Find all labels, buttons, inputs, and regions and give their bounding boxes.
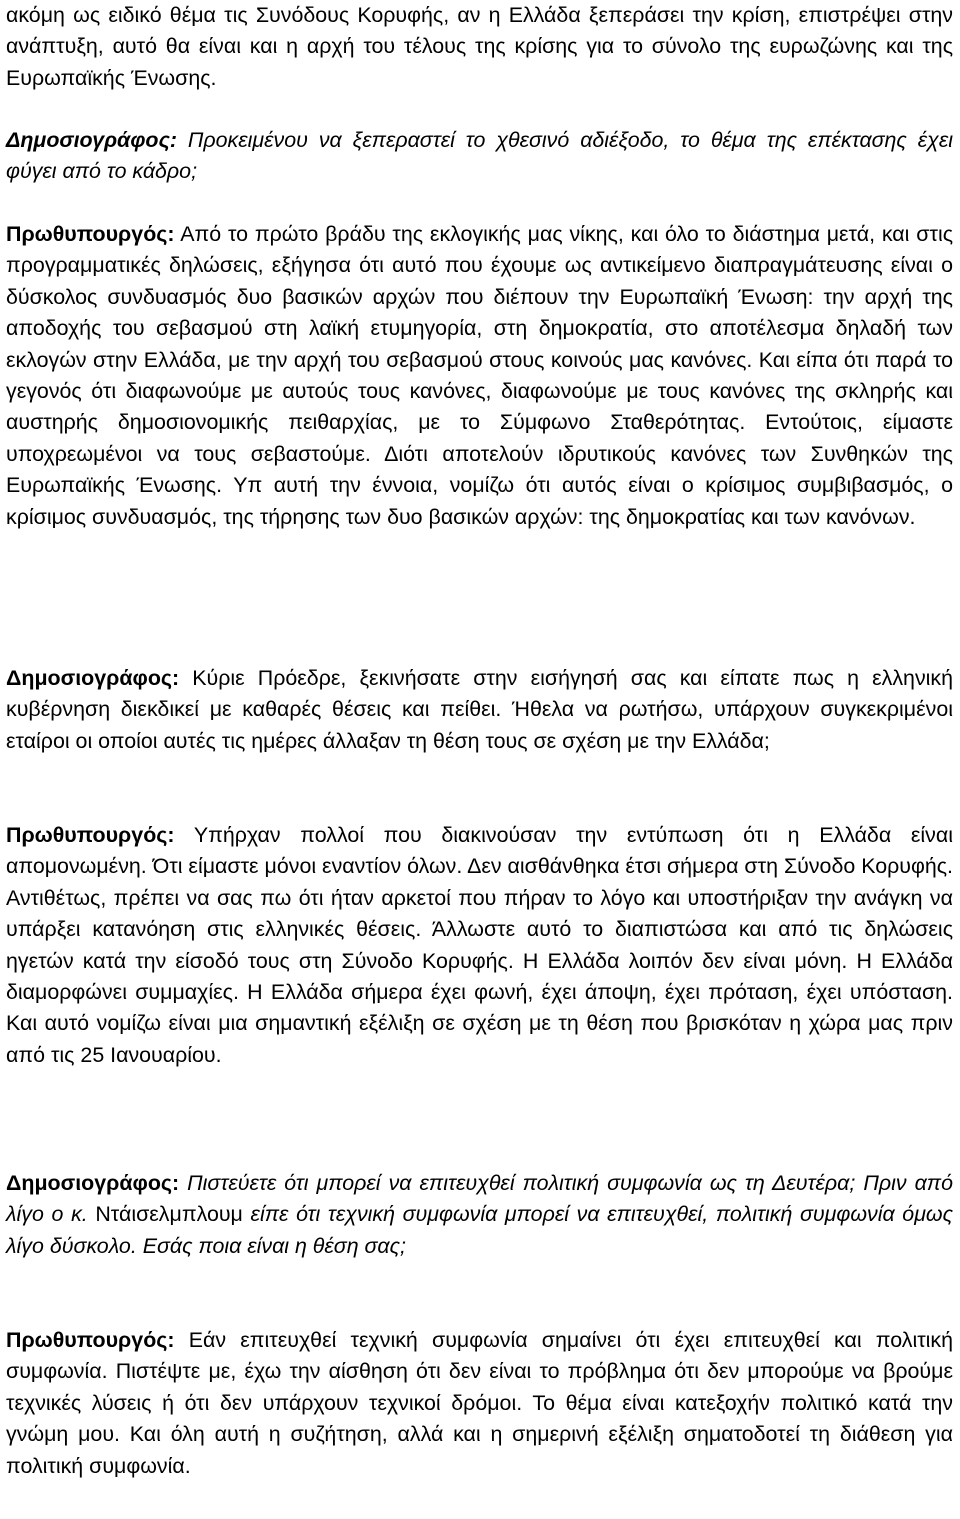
paragraph-text: ακόμη ως ειδικό θέμα τις Συνόδους Κορυφής, αν η Ελλάδα ξεπεράσει την κρίση, επιστρέψει στην ανάπτυξη, αυτό θα είναι και η αρχή του τέλους της κρίσης για το σύνολο της ευρωζώνης και της Ευρωπαϊκής Ένωσης. bbox=[6, 3, 953, 90]
paragraph-text-name: Ντάισελμπλουμ bbox=[95, 1202, 243, 1227]
paragraph-text: Από το πρώτο βράδυ της εκλογικής μας νίκης, και όλο το διάστημα μετά, και στις προγραμματικές δηλώσεις, εξήγησα ότι αυτό που έχουμε ως αντικείμενο διαπραγμάτευσης είναι ο δύσκολος συνδυασμός δυο βασικών αρχών που διέπουν την Ευρωπαϊκή Ένωση: την αρχή της αποδοχής του σεβασμού στη λαϊκή ετυμηγορία, στη δημοκρατία, στο αποτέλεσμα δηλαδή των εκλογών στην Ελλάδα, με την αρχή του σεβασμού στους κοινούς μας κανόνες. Και είπα ότι παρά το γεγονός ότι διαφωνούμε με αυτούς τους κανόνες, διαφωνούμε με τους κανόνες της σκληρής και αυστηρής δημοσιονομικής πειθαρχίας, με το Σύμφωνο Σταθερότητας. Εντούτοις, είμαστε υποχρεωμένοι να τους σεβαστούμε. Διότι αποτελούν ιδρυτικούς κανόνες των Συνθηκών της Ευρωπαϊκής Ένωσης. Υπ αυτή την έννοια, νομίζω ότι αυτός είναι ο κρίσιμος συμβιβασμός, ο κρίσιμος συνδυασμός, της τήρησης των δυο βασικών αρχών: της δημοκρατίας και των κανόνων. bbox=[6, 222, 953, 529]
paragraph-journalist-question-3 bbox=[6, 1168, 953, 1262]
paragraph-text: Υπήρχαν πολλοί που διακινούσαν την εντύπωση ότι η Ελλάδα είναι απομονωμένη. Ότι είμαστε μόνοι εναντίον όλων. Δεν αισθάνθηκα έτσι σήμερα στη Σύνοδο Κορυφής. Αντιθέτως, πρέπει να σας πω ότι ήταν αρκετοί που πήραν το λόγο και υποστήριξαν την ανάγκη να υπάρξει κατανόηση στις ελληνικές θέσεις. Άλλωστε αυτό το διαπιστώσα και από τις δηλώσεις ηγετών κατά την είσοδό τους στη Σύνοδο Κορυφής. Η Ελλάδα λοιπόν δεν είναι μόνη. Η Ελλάδα διαμορφώνει συμμαχίες. Η Ελλάδα σήμερα έχει φωνή, έχει άποψη, έχει πρόταση, έχει υπόσταση. Και αυτό νομίζω είναι μια σημαντική εξέλιξη σε σχέση με τη θέση που βρισκόταν η χώρα μας πριν από τις 25 Ιανουαρίου. bbox=[6, 823, 953, 1067]
paragraph-text: είπε ότι τεχνική συμφωνία μπορεί να επιτευχθεί, πολιτική συμφωνία όμως λίγο δύσκολο. Εσάς ποια είναι η θέση σας; bbox=[6, 1202, 953, 1258]
paragraph-pm-answer-3 bbox=[6, 1325, 953, 1482]
speaker-label-journalist: Δημοσιογράφος: bbox=[6, 666, 180, 690]
paragraph-intro bbox=[6, 0, 953, 94]
paragraph-text: Κύριε Πρόεδρε, ξεκινήσατε στην εισήγησή σας και είπατε πως η ελληνική κυβέρνηση διεκδικεί με καθαρές θέσεις και πείθει. Ήθελα να ρωτήσω, υπάρχουν συγκεκριμένοι εταίροι οι οποίοι αυτές τις ημέρες άλλαξαν τη θέση τους σε σχέση με την Ελλάδα; bbox=[6, 666, 953, 753]
paragraph-journalist-question-1 bbox=[6, 125, 953, 188]
paragraph-journalist-question-2 bbox=[6, 663, 953, 757]
paragraph-text: Προκειμένου να ξεπεραστεί το χθεσινό αδιέξοδο, το θέμα της επέκτασης έχει φύγει από το κάδρο; bbox=[6, 128, 953, 184]
speaker-label-pm: Πρωθυπουργός: bbox=[6, 222, 175, 246]
paragraph-pm-answer-2 bbox=[6, 820, 953, 1071]
speaker-label-pm: Πρωθυπουργός: bbox=[6, 1328, 175, 1352]
paragraph-text: Εάν επιτευχθεί τεχνική συμφωνία σημαίνει ότι έχει επιτευχθεί και πολιτική συμφωνία. Πιστέψτε με, έχω την αίσθηση ότι δεν είναι το πρόβλημα ότι δεν μπορούμε να βρούμε τεχνικές λύσεις ή ότι δεν υπάρχουν τεχνικοί δρόμοι. Το θέμα είναι κατεξοχήν πολιτικό κατά την γνώμη μου. Και όλη αυτή η συζήτηση, αλλά και η σημερινή εξέλιξη σηματοδοτεί τη διάθεση για πολιτική συμφωνία. bbox=[6, 1328, 953, 1478]
speaker-label-journalist: Δημοσιογράφος: bbox=[6, 1171, 180, 1195]
paragraph-text: Πιστεύετε ότι μπορεί να επιτευχθεί πολιτική συμφωνία ως τη Δευτέρα; Πριν από λίγο ο κ. bbox=[6, 1171, 953, 1227]
paragraph-pm-answer-1 bbox=[6, 219, 953, 533]
speaker-label-journalist: Δημοσιογράφος: bbox=[6, 128, 177, 152]
speaker-label-pm: Πρωθυπουργός: bbox=[6, 823, 175, 847]
